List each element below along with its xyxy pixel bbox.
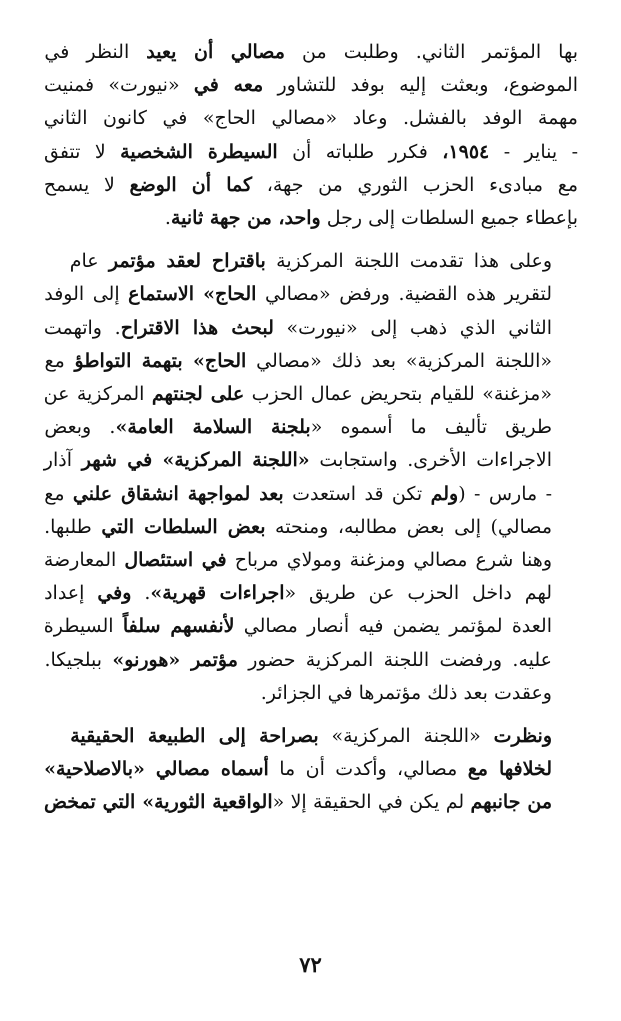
text-segment: عليه. ورفضت اللجنة المركزية حضور: [237, 648, 552, 671]
text-segment: طلبها.: [44, 515, 102, 538]
page-body: [44, 36, 578, 820]
text-line: [44, 278, 578, 311]
text-line: [44, 102, 578, 135]
text-segment: لتقرير هذه القضية. ورفض «مصالي: [256, 283, 552, 306]
bold-segment: مصالي أن يعيد: [146, 41, 285, 63]
bold-segment: معه في: [193, 74, 264, 97]
text-segment: مع: [44, 349, 75, 372]
text-line: [44, 544, 578, 577]
text-line: [44, 378, 578, 411]
bold-segment: على لجنتهم: [151, 383, 245, 406]
text-segment: النظر في: [44, 41, 147, 63]
bold-segment: بعض السلطات التي: [101, 515, 266, 538]
text-line: [44, 644, 578, 677]
paragraph: [44, 36, 578, 235]
text-line: [44, 411, 578, 444]
text-segment: العدة لمؤتمر يضمن فيه أنصار مصالي: [234, 615, 552, 638]
text-segment: الثاني الذي ذهب إلى «نيورت»: [273, 316, 552, 339]
text-line: [44, 312, 578, 345]
text-segment: عام: [69, 250, 109, 273]
text-segment: «نيورت» فمنيت: [43, 74, 194, 97]
bold-segment: بصراحة إلى الطبيعة الحقيقية: [70, 725, 319, 748]
bold-segment: بلجنة السلامة العامة»: [115, 416, 311, 439]
text-line: [44, 245, 578, 278]
text-segment: - مارس - (: [458, 482, 552, 505]
text-segment: وهنا شرع مصالي ومزغنة ومولاي مرباح: [226, 549, 552, 572]
text-segment: بها المؤتمر الثاني. وطلبت من: [284, 41, 578, 63]
bold-segment: الواقعية الثورية» التي تمخض: [43, 791, 273, 814]
text-segment: فكرر طلباته أن: [277, 140, 443, 163]
bold-segment: في استئصال: [124, 549, 227, 572]
text-line: [44, 720, 578, 753]
bold-segment: بعد لمواجهة انشقاق علني: [72, 482, 284, 505]
text-segment: آذار: [43, 449, 82, 472]
text-segment: لم يكن في الحقيقة إلا «: [272, 791, 471, 814]
paragraph: [44, 720, 578, 820]
text-segment: «مزغنة» للقيام بتحريض عمال الحزب: [244, 383, 552, 406]
text-segment: مصالي) إلى بعض مطالبه، ومنحته: [265, 515, 552, 538]
bold-segment: اجراءات قهرية»: [150, 582, 285, 605]
text-segment: السيطرة: [43, 615, 123, 638]
text-line: [44, 786, 578, 819]
text-segment: وعقدت بعد ذلك مؤتمرها في الجزائر.: [260, 681, 552, 704]
text-segment: .: [164, 207, 171, 230]
text-segment: .: [131, 582, 151, 605]
bold-segment: السيطرة الشخصية: [120, 140, 278, 163]
bold-segment: كما أن الوضع: [129, 173, 253, 196]
paragraph: [44, 245, 578, 710]
text-line: [44, 577, 578, 610]
text-segment: لهم داخل الحزب عن طريق «: [284, 582, 552, 605]
text-line: [44, 511, 578, 544]
bold-segment: ١٩٥٤،: [442, 140, 490, 163]
text-segment: ببلجيكا.: [44, 648, 113, 671]
text-line: [44, 69, 578, 102]
text-line: [44, 610, 578, 643]
text-segment: إعداد: [44, 582, 98, 605]
text-segment: وعلى هذا تقدمت اللجنة المركزية: [265, 250, 552, 273]
bold-segment: واحد، من جهة ثانية: [170, 207, 321, 230]
text-segment: لا تتفق: [43, 140, 121, 163]
bold-segment: «اللجنة المركزية» في شهر: [81, 449, 310, 472]
bold-segment: مؤتمر «هورنو»: [112, 648, 238, 671]
text-segment: مع مبادىء الحزب الثوري من جهة،: [252, 173, 578, 196]
text-segment: «اللجنة المركزية»: [318, 725, 494, 748]
text-segment: الاجراءات الأخرى. واستجابت: [309, 449, 552, 472]
text-line: [44, 478, 578, 511]
text-segment: لا يسمح: [43, 173, 130, 196]
bold-segment: الحاج» الاستماع: [128, 283, 257, 306]
text-segment: المركزية عن: [43, 383, 152, 406]
bold-segment: الحاج» بتهمة التواطؤ: [74, 349, 247, 372]
bold-segment: لأنفسهم سلفاً: [122, 615, 235, 638]
bold-segment: من جانبهم: [470, 791, 552, 814]
text-segment: - يناير -: [489, 140, 578, 163]
text-line: [44, 202, 578, 235]
bold-segment: ونظرت: [493, 725, 552, 748]
text-segment: مع: [44, 482, 73, 505]
text-segment: . وبعض: [44, 416, 116, 439]
page-number: ٧٢: [299, 952, 322, 977]
text-segment: تكن قد استعدت: [283, 482, 431, 505]
text-line: [44, 136, 578, 169]
text-body: [44, 36, 578, 820]
text-segment: المعارضة: [43, 549, 125, 572]
text-line: [44, 345, 578, 378]
text-segment: . واتهمت: [43, 316, 121, 339]
text-segment: الموضوع، وبعثت إليه بوفد للتشاور: [263, 74, 578, 97]
text-segment: مهمة الوفد بالفشل. وعاد «مصالي الحاج» في كانون الثاني: [43, 107, 578, 130]
text-segment: مصالي، وأكدت أن ما: [268, 758, 468, 781]
bold-segment: لخلافها مع: [467, 758, 552, 781]
text-segment: إلى الوفد: [44, 283, 129, 306]
bold-segment: باقتراح لعقد مؤتمر: [108, 250, 266, 273]
text-line: [44, 753, 578, 786]
text-line: [44, 444, 578, 477]
text-line: [44, 36, 578, 69]
text-line: [44, 169, 578, 202]
text-segment: طريق تأليف ما أسموه «: [310, 416, 552, 439]
bold-segment: وفي: [97, 582, 132, 605]
text-line: [44, 677, 578, 710]
bold-segment: لبحث هذا الاقتراح: [120, 316, 274, 339]
text-segment: بإعطاء جميع السلطات إلى رجل: [320, 207, 578, 230]
bold-segment: ولم: [430, 482, 459, 505]
text-segment: «اللجنة المركزية» بعد ذلك «مصالي: [246, 349, 552, 372]
bold-segment: أسماه مصالي «بالاصلاحية»: [44, 758, 269, 781]
